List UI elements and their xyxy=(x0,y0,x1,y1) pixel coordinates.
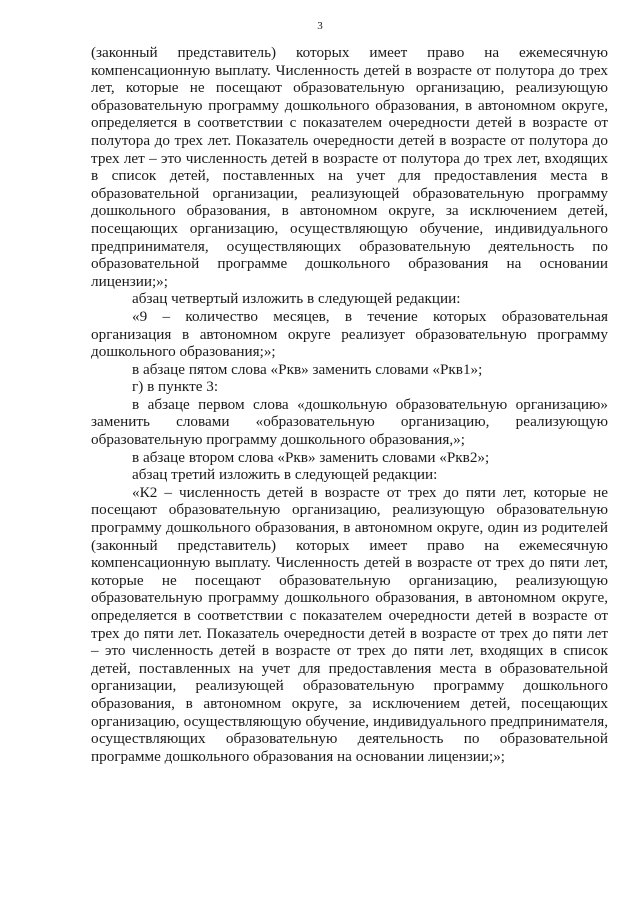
document-body xyxy=(91,44,608,765)
page-number: 3 xyxy=(317,20,323,32)
paragraph-instruction: в абзаце первом слова «дошкольную образовательную организацию» заменить словами «образовательную организацию, реализующую образовательную программу дошкольного образования,»; xyxy=(91,395,608,449)
paragraph-amendment: «К2 – численность детей в возрасте от трех до пяти лет, которые не посещают образовательную организацию, реализующую образовательную программу дошкольного образования, в автономном округе, один из родителей (законный представитель) которых имеет право на ежемесячную компенсационную выплату. Численность детей в возрасте от трех до пяти лет, которые не посещают образовательную организацию, реализующую образовательную программу дошкольного образования, в автономном округе, определяется в соответствии с показателем очередности детей в возрасте от трех до пяти лет. Показатель очередности детей в возрасте от трех до пяти лет – это численность детей в возрасте от трех до пяти лет, входящих в список детей, поставленных на учет для предоставления места в образовательной организации, реализующей образовательную программу дошкольного образования, в автономном округе, за исключением детей, посещающих организацию, осуществляющую обучение, индивидуального предпринимателя, осуществляющих образовательную деятельность по образовательной программе дошкольного образования на основании лицензии;»; xyxy=(91,483,608,765)
paragraph-instruction: абзац третий изложить в следующей редакции: xyxy=(132,466,438,484)
paragraph-amendment: «9 – количество месяцев, в течение которых образовательная организация в автономном округе реализует образовательную программу дошкольного образования;»; xyxy=(91,307,608,361)
paragraph-continuation: (законный представитель) которых имеет право на ежемесячную компенсационную выплату. Численность детей в возрасте от полутора до трех лет, которые не посещают образовательную организацию, реализующую образовательную программу дошкольного образования, в автономном округе, определяется в соответствии с показателем очередности детей в возрасте от полутора до трех лет. Показатель очередности детей в возрасте от полутора до трех лет – это численность детей в возрасте от полутора до трех лет, входящих в список детей, поставленных на учет для предоставления места в образовательной организации, реализующей образовательную программу дошкольного образования, в автономном округе, за исключением детей, посещающих организацию, осуществляющую обучение, индивидуального предпринимателя, осуществляющих образовательную деятельность по образовательной программе дошкольного образования на основании лицензии;»; xyxy=(91,44,608,290)
paragraph-instruction: абзац четвертый изложить в следующей редакции: xyxy=(132,290,461,308)
paragraph-instruction: в абзаце втором слова «Ркв» заменить словами «Ркв2»; xyxy=(132,448,490,466)
paragraph-instruction: в абзаце пятом слова «Ркв» заменить словами «Ркв1»; xyxy=(132,360,483,378)
paragraph-subpoint: г) в пункте 3: xyxy=(132,378,219,396)
